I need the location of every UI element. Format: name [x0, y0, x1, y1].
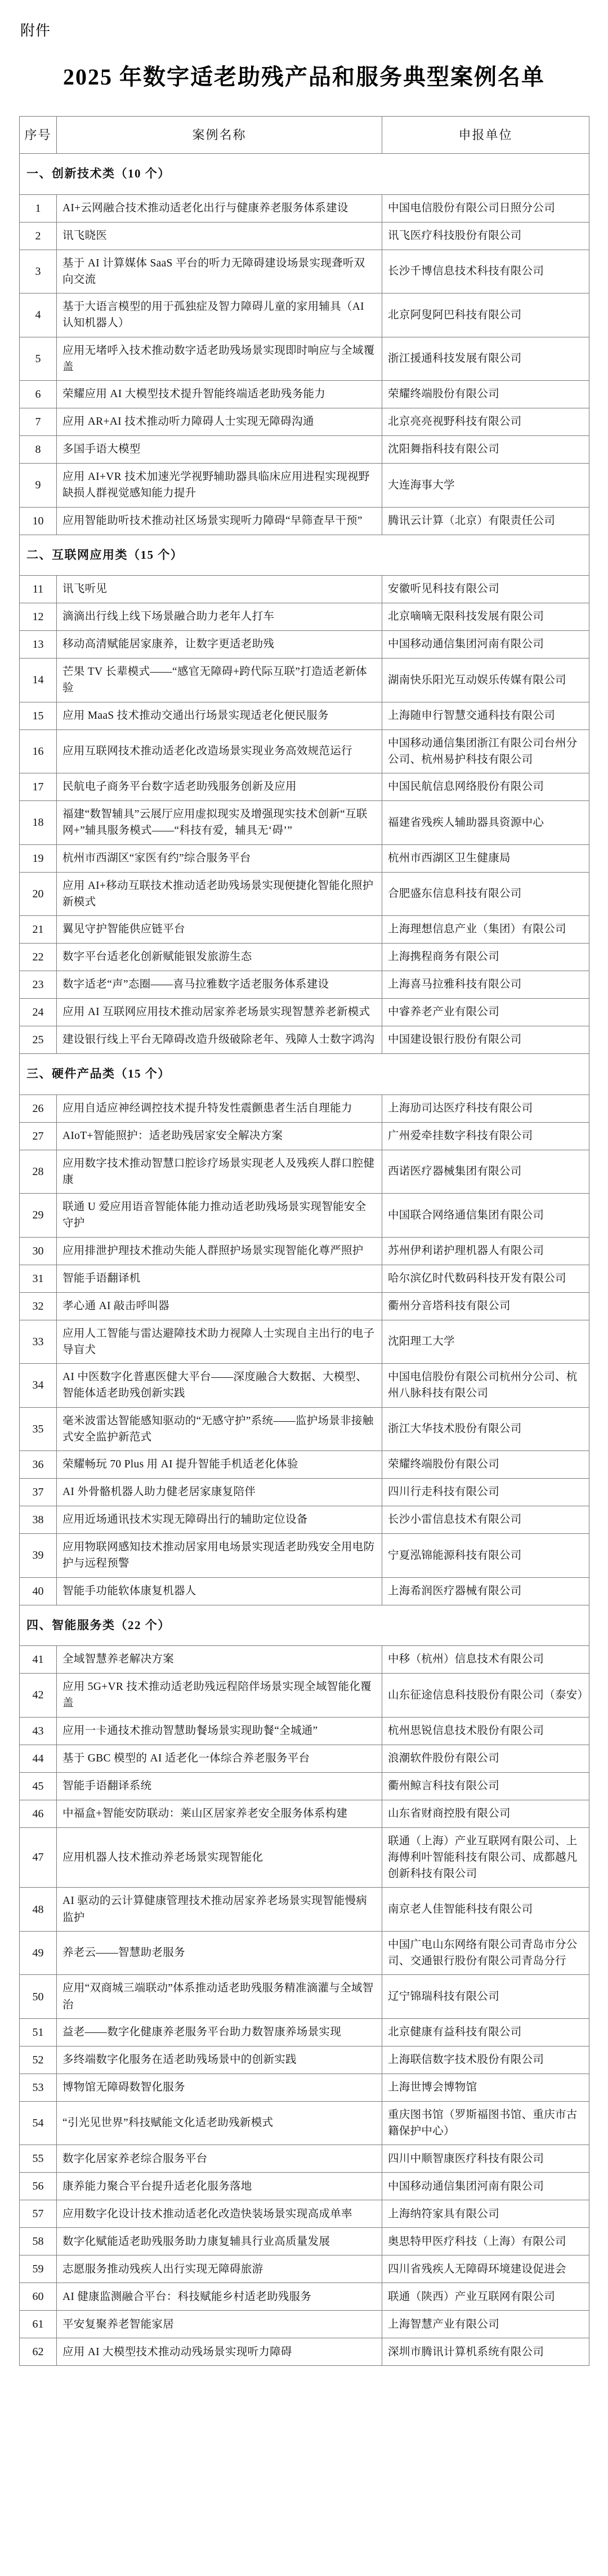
cell-index: 14: [20, 659, 57, 702]
cell-applicant-org: 沈阳舞指科技有限公司: [382, 436, 589, 464]
cell-applicant-org: 合肥盛东信息科技有限公司: [382, 872, 589, 916]
cell-case-name: 平安复聚养老智能家居: [57, 2311, 382, 2338]
table-row: [20, 1026, 589, 1054]
cell-index: 18: [20, 801, 57, 845]
cell-index: 7: [20, 408, 57, 436]
cell-index: 11: [20, 576, 57, 603]
table-row: [20, 1364, 589, 1408]
cell-case-name: 多国手语大模型: [57, 436, 382, 464]
cell-index: 37: [20, 1479, 57, 1506]
cell-index: 10: [20, 507, 57, 535]
table-row: [20, 293, 589, 337]
cell-case-name: 应用“双商城三端联动”体系推动适老助残服务精准滴灌与全域智治: [57, 1975, 382, 2019]
table-row: [20, 2046, 589, 2074]
table-row: [20, 2255, 589, 2283]
cell-applicant-org: 深圳市腾讯计算机系统有限公司: [382, 2338, 589, 2366]
cell-case-name: 应用 AR+AI 技术推动听力障碍人士实现无障碍沟通: [57, 408, 382, 436]
cell-case-name: 应用 AI 大模型技术推动动残场景实现听力障碍: [57, 2338, 382, 2366]
cell-applicant-org: 中国电信股份有限公司日照分公司: [382, 194, 589, 222]
cell-case-name: 民航电子商务平台数字适老助残服务创新及应用: [57, 773, 382, 801]
section-header-label: 四、智能服务类（22 个）: [20, 1605, 589, 1646]
table-row: [20, 1931, 589, 1975]
cell-index: 36: [20, 1451, 57, 1479]
cell-applicant-org: 中国广电山东网络有限公司青岛市分公司、交通银行股份有限公司青岛分行: [382, 1931, 589, 1975]
table-row: [20, 1717, 589, 1745]
cell-case-name: 智能手语翻译系统: [57, 1772, 382, 1800]
cell-case-name: 联通 U 爱应用语音智能体能力推动适老助残场景实现智能安全守护: [57, 1194, 382, 1238]
cell-applicant-org: 上海喜马拉雅科技有限公司: [382, 971, 589, 999]
cell-case-name: 数字适老“声”态圈——喜马拉雅数字适老服务体系建设: [57, 971, 382, 999]
cell-index: 35: [20, 1407, 57, 1451]
cell-case-name: 应用人工智能与雷达避障技术助力视障人士实现自主出行的电子导盲犬: [57, 1320, 382, 1364]
cell-case-name: 应用 AI+VR 技术加速光学视野辅助器具临床应用进程实现视野缺损人群视觉感知能力提升: [57, 464, 382, 508]
cell-case-name: 智能手语翻译机: [57, 1265, 382, 1292]
cell-index: 33: [20, 1320, 57, 1364]
cell-index: 26: [20, 1095, 57, 1122]
cell-case-name: 应用智能助听技术推动社区场景实现听力障碍“早筛查早干预”: [57, 507, 382, 535]
table-row: [20, 1122, 589, 1150]
cell-applicant-org: 衢州鲸言科技有限公司: [382, 1772, 589, 1800]
table-row: [20, 2228, 589, 2255]
cell-index: 31: [20, 1265, 57, 1292]
cell-index: 13: [20, 631, 57, 659]
cell-case-name: 福建“数智辅具”云展厅应用虚拟现实及增强现实技术创新“互联网+”辅具服务模式——“科技有爱，辅具无‘碍’”: [57, 801, 382, 845]
table-row: [20, 1194, 589, 1238]
table-row: [20, 944, 589, 971]
table-row: [20, 1237, 589, 1265]
section-header-row: [20, 1605, 589, 1646]
cell-case-name: 数字平台适老化创新赋能银发旅游生态: [57, 944, 382, 971]
cell-index: 51: [20, 2018, 57, 2046]
cell-index: 61: [20, 2311, 57, 2338]
cell-index: 56: [20, 2173, 57, 2200]
cell-applicant-org: 中国民航信息网络股份有限公司: [382, 773, 589, 801]
column-header-num: 序号: [20, 117, 57, 154]
table-row: [20, 1407, 589, 1451]
table-row: [20, 1479, 589, 1506]
table-row: [20, 464, 589, 508]
cell-case-name: AI 健康监测融合平台：科技赋能乡村适老助残服务: [57, 2283, 382, 2311]
section-header-label: 一、创新技术类（10 个）: [20, 154, 589, 195]
cell-case-name: 应用物联网感知技术推动居家用电场景实现适老助残安全用电防护与远程预警: [57, 1534, 382, 1578]
cell-applicant-org: 广州爱牵挂数字科技有限公司: [382, 1122, 589, 1150]
cell-applicant-org: 杭州思锐信息技术股份有限公司: [382, 1717, 589, 1745]
cell-case-name: 芒果 TV 长辈模式——“感官无障碍+跨代际互联”打造适老新体验: [57, 659, 382, 702]
table-row: [20, 1646, 589, 1674]
table-row: [20, 1577, 589, 1605]
cell-applicant-org: 哈尔滨亿时代数码科技开发有限公司: [382, 1265, 589, 1292]
cell-index: 55: [20, 2145, 57, 2173]
table-row: [20, 2145, 589, 2173]
cell-applicant-org: 浪潮软件股份有限公司: [382, 1745, 589, 1772]
cell-applicant-org: 杭州市西湖区卫生健康局: [382, 844, 589, 872]
cell-applicant-org: 奥思特甲医疗科技（上海）有限公司: [382, 2228, 589, 2255]
cell-index: 44: [20, 1745, 57, 1772]
cell-applicant-org: 浙江援通科技发展有限公司: [382, 337, 589, 381]
cell-index: 34: [20, 1364, 57, 1408]
cell-index: 39: [20, 1534, 57, 1578]
cell-index: 30: [20, 1237, 57, 1265]
cell-index: 2: [20, 222, 57, 250]
table-row: [20, 576, 589, 603]
case-list-table: [19, 116, 589, 2366]
page-title: 2025 年数字适老助残产品和服务典型案例名单: [63, 64, 545, 90]
cell-applicant-org: 荣耀终端股份有限公司: [382, 381, 589, 408]
table-row: [20, 381, 589, 408]
table-row-highlighted: [20, 801, 589, 845]
table-row: [20, 222, 589, 250]
column-header-org: 申报单位: [382, 117, 589, 154]
cell-applicant-org: 上海劢司达医疗科技有限公司: [382, 1095, 589, 1122]
cell-case-name: 康养能力聚合平台提升适老化服务落地: [57, 2173, 382, 2200]
table-row: [20, 659, 589, 702]
cell-case-name: 滴滴出行线上线下场景融合助力老年人打车: [57, 603, 382, 631]
cell-index: 53: [20, 2074, 57, 2101]
table-row: [20, 2074, 589, 2101]
cell-applicant-org: 重庆图书馆（罗斯福图书馆、重庆市古籍保护中心）: [382, 2101, 589, 2145]
cell-index: 3: [20, 250, 57, 293]
cell-index: 22: [20, 944, 57, 971]
cell-applicant-org: 中国电信股份有限公司杭州分公司、杭州八脉科技有限公司: [382, 1364, 589, 1408]
cell-index: 29: [20, 1194, 57, 1238]
cell-index: 47: [20, 1827, 57, 1888]
cell-applicant-org: 联通（上海）产业互联网有限公司、上海傅利叶智能科技有限公司、成都越凡创新科技有限公司: [382, 1827, 589, 1888]
cell-applicant-org: 宁夏泓锦能源科技有限公司: [382, 1534, 589, 1578]
cell-index: 20: [20, 872, 57, 916]
table-row: [20, 603, 589, 631]
table-row: [20, 999, 589, 1026]
cell-applicant-org: 北京嘀嘀无限科技发展有限公司: [382, 603, 589, 631]
cell-applicant-org: 中国建设银行股份有限公司: [382, 1026, 589, 1054]
cell-applicant-org: 大连海事大学: [382, 464, 589, 508]
cell-applicant-org: 中国移动通信集团河南有限公司: [382, 2173, 589, 2200]
table-row: [20, 844, 589, 872]
cell-case-name: 博物馆无障碍数智化服务: [57, 2074, 382, 2101]
cell-applicant-org: 中国移动通信集团河南有限公司: [382, 631, 589, 659]
cell-applicant-org: 上海携程商务有限公司: [382, 944, 589, 971]
table-row: [20, 2101, 589, 2145]
table-row: [20, 971, 589, 999]
cell-index: 60: [20, 2283, 57, 2311]
cell-case-name: 应用机器人技术推动养老场景实现智能化: [57, 1827, 382, 1888]
cell-case-name: 应用 AI 互联网应用技术推动居家养老场景实现智慧养老新模式: [57, 999, 382, 1026]
table-row: [20, 872, 589, 916]
cell-applicant-org: 上海理想信息产业（集团）有限公司: [382, 916, 589, 944]
cell-applicant-org: 山东征途信息科技股份有限公司（泰安）: [382, 1674, 589, 1718]
section-header-row: [20, 154, 589, 195]
table-row: [20, 1292, 589, 1320]
cell-case-name: 志愿服务推动残疾人出行实现无障碍旅游: [57, 2255, 382, 2283]
table-row: [20, 408, 589, 436]
cell-applicant-org: 沈阳理工大学: [382, 1320, 589, 1364]
cell-case-name: AI 驱动的云计算健康管理技术推动居家养老场景实现智能慢病监护: [57, 1888, 382, 1932]
table-row: [20, 2173, 589, 2200]
cell-applicant-org: 中睿养老产业有限公司: [382, 999, 589, 1026]
table-row: [20, 1534, 589, 1578]
cell-index: 21: [20, 916, 57, 944]
table-row: [20, 1772, 589, 1800]
table-body: [20, 154, 589, 2366]
cell-case-name: 数字化居家养老综合服务平台: [57, 2145, 382, 2173]
column-header-name: 案例名称: [57, 117, 382, 154]
cell-applicant-org: 四川省残疾人无障碍环境建设促进会: [382, 2255, 589, 2283]
cell-applicant-org: 四川中顺智康医疗科技有限公司: [382, 2145, 589, 2173]
cell-case-name: AI 中医数字化普惠医健大平台——深度融合大数据、大模型、智能体适老助残创新实践: [57, 1364, 382, 1408]
cell-index: 52: [20, 2046, 57, 2074]
cell-case-name: 应用自适应神经调控技术提升特发性震颤患者生活自理能力: [57, 1095, 382, 1122]
table-row: [20, 337, 589, 381]
cell-case-name: 数字化赋能适老助残服务助力康复辅具行业高质量发展: [57, 2228, 382, 2255]
cell-case-name: 翼见守护智能供应链平台: [57, 916, 382, 944]
cell-applicant-org: 浙江大华技术股份有限公司: [382, 1407, 589, 1451]
cell-case-name: 荣耀应用 AI 大模型技术提升智能终端适老助残务能力: [57, 381, 382, 408]
cell-case-name: 应用互联网技术推动适老化改造场景实现业务高效规范运行: [57, 729, 382, 773]
table-row: [20, 729, 589, 773]
table-row: [20, 1745, 589, 1772]
cell-index: 57: [20, 2200, 57, 2228]
cell-index: 12: [20, 603, 57, 631]
cell-index: 25: [20, 1026, 57, 1054]
cell-index: 15: [20, 702, 57, 729]
table-row: [20, 507, 589, 535]
cell-case-name: 应用 5G+VR 技术推动适老助残远程陪伴场景实现全域智能化覆盖: [57, 1674, 382, 1718]
cell-index: 28: [20, 1150, 57, 1194]
cell-applicant-org: 安徽听见科技有限公司: [382, 576, 589, 603]
cell-index: 5: [20, 337, 57, 381]
cell-applicant-org: 北京健康有益科技有限公司: [382, 2018, 589, 2046]
cell-index: 46: [20, 1800, 57, 1827]
cell-applicant-org: 辽宁锦瑞科技有限公司: [382, 1975, 589, 2019]
cell-index: 16: [20, 729, 57, 773]
cell-case-name: 多终端数字化服务在适老助残场景中的创新实践: [57, 2046, 382, 2074]
table-row: [20, 702, 589, 729]
cell-case-name: “引光见世界”科技赋能文化适老助残新模式: [57, 2101, 382, 2145]
table-row: [20, 2311, 589, 2338]
cell-case-name: 孝心通 AI 敲击呼叫器: [57, 1292, 382, 1320]
cell-index: 38: [20, 1506, 57, 1534]
cell-applicant-org: 四川行走科技有限公司: [382, 1479, 589, 1506]
cell-index: 58: [20, 2228, 57, 2255]
cell-applicant-org: 西诺医疗器械集团有限公司: [382, 1150, 589, 1194]
table-row: [20, 1827, 589, 1888]
table-row: [20, 2283, 589, 2311]
cell-index: 27: [20, 1122, 57, 1150]
cell-index: 49: [20, 1931, 57, 1975]
cell-index: 50: [20, 1975, 57, 2019]
table-row: [20, 773, 589, 801]
cell-index: 1: [20, 194, 57, 222]
table-row: [20, 2018, 589, 2046]
table-row: [20, 2338, 589, 2366]
cell-applicant-org: 长沙小雷信息技术有限公司: [382, 1506, 589, 1534]
cell-index: 19: [20, 844, 57, 872]
cell-case-name: 养老云——智慧助老服务: [57, 1931, 382, 1975]
section-header-row: [20, 1054, 589, 1095]
cell-case-name: 移动高清赋能居家康养，让数字更适老助残: [57, 631, 382, 659]
cell-index: 23: [20, 971, 57, 999]
cell-applicant-org: 上海智慧产业有限公司: [382, 2311, 589, 2338]
table-row: [20, 1506, 589, 1534]
cell-index: 8: [20, 436, 57, 464]
cell-index: 43: [20, 1717, 57, 1745]
table-row: [20, 1150, 589, 1194]
cell-applicant-org: 湖南快乐阳光互动娱乐传媒有限公司: [382, 659, 589, 702]
cell-index: 48: [20, 1888, 57, 1932]
cell-case-name: 应用排泄护理技术推动失能人群照护场景实现智能化尊严照护: [57, 1237, 382, 1265]
cell-applicant-org: 荣耀终端股份有限公司: [382, 1451, 589, 1479]
cell-applicant-org: 腾讯云计算（北京）有限责任公司: [382, 507, 589, 535]
cell-index: 6: [20, 381, 57, 408]
cell-index: 59: [20, 2255, 57, 2283]
cell-case-name: 中福盒+智能安防联动：莱山区居家养老安全服务体系构建: [57, 1800, 382, 1827]
section-header-label: 三、硬件产品类（15 个）: [20, 1054, 589, 1095]
table-row: [20, 1451, 589, 1479]
cell-applicant-org: 上海联信数字技术股份有限公司: [382, 2046, 589, 2074]
table-row: [20, 1265, 589, 1292]
cell-index: 4: [20, 293, 57, 337]
table-row: [20, 631, 589, 659]
cell-index: 42: [20, 1674, 57, 1718]
table-row: [20, 2200, 589, 2228]
cell-index: 24: [20, 999, 57, 1026]
cell-case-name: 应用 AI+移动互联技术推动适老助残场景实现便捷化智能化照护新模式: [57, 872, 382, 916]
cell-applicant-org: 福建省残疾人辅助器具资源中心: [382, 801, 589, 845]
cell-case-name: 基于 GBC 模型的 AI 适老化一体综合养老服务平台: [57, 1745, 382, 1772]
cell-index: 41: [20, 1646, 57, 1674]
cell-applicant-org: 苏州伊利诺护理机器人有限公司: [382, 1237, 589, 1265]
cell-applicant-org: 中移（杭州）信息技术有限公司: [382, 1646, 589, 1674]
cell-applicant-org: 南京老人佳智能科技有限公司: [382, 1888, 589, 1932]
table-row: [20, 916, 589, 944]
cell-case-name: 荣耀畅玩 70 Plus 用 AI 提升智能手机适老化体验: [57, 1451, 382, 1479]
cell-case-name: 毫米波雷达智能感知驱动的“无感守护”系统——监护场景非接触式安全监护新范式: [57, 1407, 382, 1451]
cell-case-name: 全域智慧养老解决方案: [57, 1646, 382, 1674]
table-header-row: [20, 117, 589, 154]
cell-applicant-org: 上海希润医疗器械有限公司: [382, 1577, 589, 1605]
section-header-label: 二、互联网应用类（15 个）: [20, 535, 589, 576]
cell-index: 9: [20, 464, 57, 508]
cell-case-name: 基于大语言模型的用于孤独症及智力障碍儿童的家用辅具（AI 认知机器人）: [57, 293, 382, 337]
cell-case-name: 讯飞听见: [57, 576, 382, 603]
cell-case-name: 应用数字化设计技术推动适老化改造快装场景实现高成单率: [57, 2200, 382, 2228]
cell-case-name: 应用无堵呼入技术推动数字适老助残场景实现即时响应与全域覆盖: [57, 337, 382, 381]
cell-applicant-org: 上海纳符家具有限公司: [382, 2200, 589, 2228]
cell-index: 32: [20, 1292, 57, 1320]
cell-case-name: 益老——数字化健康养老服务平台助力数智康养场景实现: [57, 2018, 382, 2046]
cell-applicant-org: 北京阿叟阿巴科技有限公司: [382, 293, 589, 337]
cell-case-name: 智能手功能软体康复机器人: [57, 1577, 382, 1605]
cell-index: 45: [20, 1772, 57, 1800]
cell-case-name: AIoT+智能照护：适老助残居家安全解决方案: [57, 1122, 382, 1150]
table-row: [20, 250, 589, 293]
cell-index: 17: [20, 773, 57, 801]
cell-applicant-org: 讯飞医疗科技股份有限公司: [382, 222, 589, 250]
cell-case-name: 杭州市西湖区“家医有约”综合服务平台: [57, 844, 382, 872]
table-row: [20, 1975, 589, 2019]
cell-case-name: 建设银行线上平台无障碍改造升级破除老年、残障人士数字鸿沟: [57, 1026, 382, 1054]
cell-applicant-org: 衢州分音塔科技有限公司: [382, 1292, 589, 1320]
cell-applicant-org: 北京亮亮视野科技有限公司: [382, 408, 589, 436]
cell-index: 62: [20, 2338, 57, 2366]
cell-applicant-org: 中国移动通信集团浙江有限公司台州分公司、杭州易护科技有限公司: [382, 729, 589, 773]
cell-case-name: 应用 MaaS 技术推动交通出行场景实现适老化便民服务: [57, 702, 382, 729]
cell-applicant-org: 上海随申行智慧交通科技有限公司: [382, 702, 589, 729]
table-row: [20, 1674, 589, 1718]
cell-index: 54: [20, 2101, 57, 2145]
cell-case-name: AI+云网融合技术推动适老化出行与健康养老服务体系建设: [57, 194, 382, 222]
table-row: [20, 194, 589, 222]
cell-case-name: 应用近场通讯技术实现无障碍出行的辅助定位设备: [57, 1506, 382, 1534]
cell-case-name: 应用数字技术推动智慧口腔诊疗场景实现老人及残疾人群口腔健康: [57, 1150, 382, 1194]
cell-applicant-org: 联通（陕西）产业互联网有限公司: [382, 2283, 589, 2311]
cell-case-name: 应用一卡通技术推动智慧助餐场景实现助餐“全城通”: [57, 1717, 382, 1745]
table-row: [20, 1800, 589, 1827]
cell-applicant-org: 中国联合网络通信集团有限公司: [382, 1194, 589, 1238]
cell-case-name: 讯飞晓医: [57, 222, 382, 250]
cell-case-name: AI 外骨骼机器人助力健老居家康复陪伴: [57, 1479, 382, 1506]
table-row: [20, 1095, 589, 1122]
section-header-row: [20, 535, 589, 576]
cell-applicant-org: 山东省财商控股有限公司: [382, 1800, 589, 1827]
cell-applicant-org: 上海世博会博物馆: [382, 2074, 589, 2101]
cell-case-name: 基于 AI 计算媒体 SaaS 平台的听力无障碍建设场景实现聋听双向交流: [57, 250, 382, 293]
table-row: [20, 1888, 589, 1932]
attachment-label: 附件: [20, 22, 51, 39]
cell-applicant-org: 长沙千博信息技术科技有限公司: [382, 250, 589, 293]
table-row: [20, 436, 589, 464]
cell-index: 40: [20, 1577, 57, 1605]
table-row: [20, 1320, 589, 1364]
